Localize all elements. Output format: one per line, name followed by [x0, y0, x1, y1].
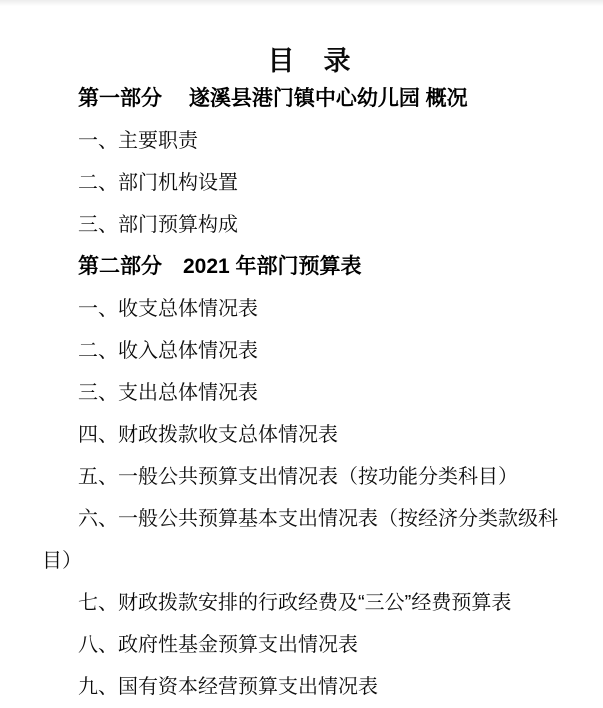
- toc-item-duties: 一、主要职责: [78, 130, 198, 152]
- toc-item-public-budget-basic-expense: 六、一般公共预算基本支出情况表（按经济分类款级科目）: [42, 508, 558, 572]
- section-1-heading: 第一部分 遂溪县港门镇中心幼儿园 概况: [78, 87, 468, 110]
- toc-item-org-structure: 二、部门机构设置: [78, 172, 238, 194]
- toc-item-public-budget-expense: 五、一般公共预算支出情况表（按功能分类科目）: [78, 466, 518, 488]
- toc-item-expense-overview: 三、支出总体情况表: [78, 382, 258, 404]
- section-2-heading: 第二部分 2021 年部门预算表: [78, 255, 362, 278]
- toc-item-state-capital-budget-expense: 九、国有资本经营预算支出情况表: [78, 676, 378, 698]
- toc-item-gov-fund-budget-expense: 八、政府性基金预算支出情况表: [78, 634, 358, 656]
- toc-item-income-overview: 二、收入总体情况表: [78, 340, 258, 362]
- toc-item-fiscal-allocation-overview: 四、财政拨款收支总体情况表: [78, 424, 338, 446]
- toc-item-admin-sangong-expense: 七、财政拨款安排的行政经费及“三公”经费预算表: [78, 592, 512, 614]
- toc-title: 目 录: [267, 46, 352, 76]
- toc-item-budget-composition: 三、部门预算构成: [78, 214, 238, 236]
- toc-item-income-expense-overview: 一、收支总体情况表: [78, 298, 258, 320]
